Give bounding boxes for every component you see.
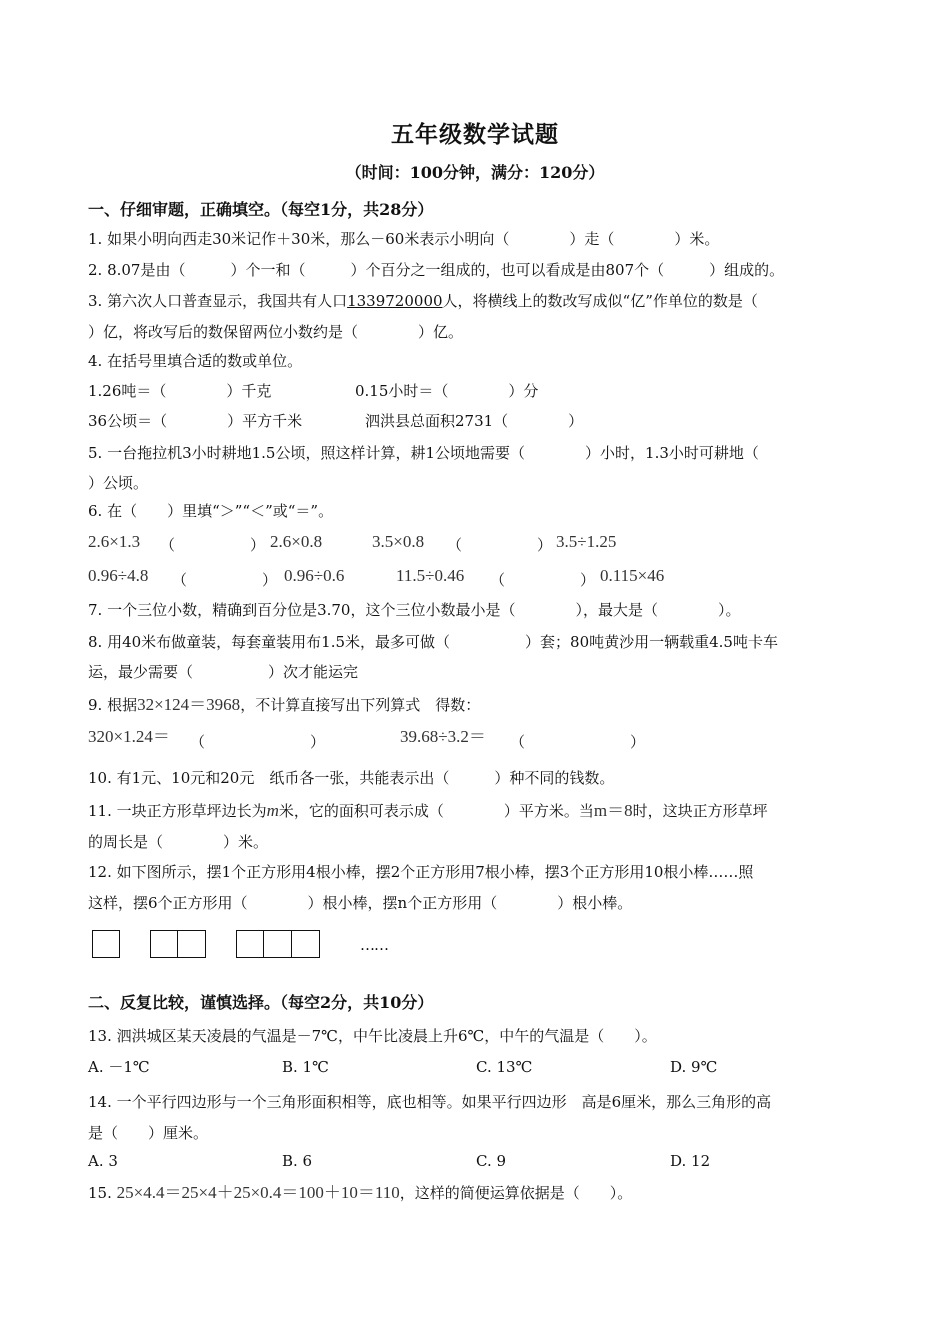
q13-option-b: B. 1℃ — [282, 1058, 329, 1076]
question-15-text: ，这样的简便运算依据是（ ）。 — [399, 1184, 633, 1202]
population-number: 1339720000 — [347, 292, 443, 310]
expression-2: 39.68÷3.2＝ — [400, 727, 486, 746]
question-3-text-b: 人，将横线上的数改写成似“亿”作单位的数是（ — [442, 292, 758, 310]
question-15-number: 15. — [88, 1184, 112, 1202]
expression-1: 320×1.24＝ — [88, 727, 170, 746]
question-4-item-1: 1.26吨＝（ ）千克 — [88, 382, 272, 400]
question-4-item-4: 泗洪县总面积2731（ ） — [365, 412, 584, 430]
compare-right-1: 2.6×0.8 — [270, 532, 323, 551]
variable-m: m — [266, 801, 279, 820]
one-square-figure — [92, 930, 120, 960]
question-2: 2. 8.07是由（ ）个一和（ ）个百分之一组成的，也可以看成是由807个（ ）组成的。 — [88, 261, 785, 279]
question-10: 10. 有1元、10元和20元 纸币各一张，共能表示出（ ）种不同的钱数。 — [88, 769, 615, 787]
compare-left-3: 0.96÷4.8 — [88, 566, 149, 585]
question-4-item-3: 36公顷＝（ ）平方千米 — [88, 412, 303, 430]
compare-left-2: 3.5×0.8 — [372, 532, 425, 551]
question-11-line-2: 的周长是（ ）米。 — [88, 833, 269, 851]
question-3 — [88, 291, 758, 311]
compare-left-1: 2.6×1.3 — [88, 532, 141, 551]
q14-option-c: C. 9 — [476, 1152, 507, 1170]
compare-right-3: 0.96÷0.6 — [284, 566, 345, 585]
question-12: 12. 如下图所示，摆1个正方形用4根小棒，摆2个正方形用7根小棒，摆3个正方形用10根小棒……照 — [88, 863, 754, 881]
question-11-text-b: 米，它的面积可表示成（ ）平方米。当 — [278, 802, 594, 820]
square — [264, 930, 292, 958]
question-1: 1. 如果小明向西走30米记作＋30米，那么－60米表示小明向（ ）走（ ）米。 — [88, 230, 720, 248]
q14-option-a: A. 3 — [88, 1152, 118, 1170]
question-11-text-a: 11. 一块正方形草坪边长为 — [88, 802, 267, 820]
question-11-text-c: 时，这块正方形草坪 — [632, 802, 768, 820]
question-5-line-2: ）公顷。 — [88, 474, 149, 492]
question-3-text-a: 3. 第六次人口普查显示，我国共有人口 — [88, 292, 348, 310]
section-2-heading: 二、反复比较，谨慎选择。（每空2分，共10分） — [88, 993, 434, 1012]
q13-option-a: A. －1℃ — [88, 1058, 150, 1076]
section-1-heading: 一、仔细审题，正确填空。（每空1分，共28分） — [88, 200, 434, 219]
question-6: 6. 在（ ）里填“＞”“＜”或“＝”。 — [88, 502, 334, 520]
square — [92, 930, 120, 958]
compare-right-2: 3.5÷1.25 — [556, 532, 617, 551]
question-4: 4. 在括号里填合适的数或单位。 — [88, 352, 303, 370]
compare-blank-1: （ ） — [160, 536, 266, 554]
question-4-item-2: 0.15小时＝（ ）分 — [355, 382, 539, 400]
square — [236, 930, 264, 958]
square — [292, 930, 320, 958]
two-squares-figure — [150, 930, 206, 960]
compare-blank-4: （ ） — [490, 571, 596, 589]
question-13: 13. 泗洪城区某天凌晨的气温是－7℃，中午比凌晨上升6℃，中午的气温是（ ）。 — [88, 1027, 657, 1045]
answer-blank-2: （ ） — [510, 733, 646, 751]
question-15 — [88, 1183, 632, 1203]
question-14: 14. 一个平行四边形与一个三角形面积相等，底也相等。如果平行四边形 高是6厘米，那么三角形的高 — [88, 1093, 772, 1111]
page-title: 五年级数学试题 — [391, 121, 559, 148]
q14-option-d: D. 12 — [670, 1152, 711, 1170]
answer-blank-1: （ ） — [190, 733, 326, 751]
question-9 — [88, 695, 480, 715]
question-14-line-2: 是（ ）厘米。 — [88, 1124, 209, 1142]
exam-info: （时间：100分钟，满分：120分） — [345, 163, 605, 182]
question-8-line-2: 运，最少需要（ ）次才能运完 — [88, 663, 359, 681]
compare-left-4: 11.5÷0.46 — [396, 566, 465, 585]
compare-blank-2: （ ） — [447, 536, 553, 554]
question-5: 5. 一台拖拉机3小时耕地1.5公顷，照这样计算，耕1公顷地需要（ ）小时，1.3小时可耕地（ — [88, 444, 759, 462]
three-squares-figure — [236, 930, 320, 960]
q13-option-d: D. 9℃ — [670, 1058, 718, 1076]
pattern-continuation: …… — [360, 936, 388, 954]
question-12-line-2: 这样，摆6个正方形用（ ）根小棒，摆n个正方形用（ ）根小棒。 — [88, 894, 633, 912]
square — [178, 930, 206, 958]
question-11 — [88, 801, 768, 821]
compare-right-4: 0.115×46 — [600, 566, 665, 585]
q13-option-c: C. 13℃ — [476, 1058, 533, 1076]
question-9-text-b: ，不计算直接写出下列算式 得数： — [240, 696, 481, 714]
question-9-text-a: 9. 根据 — [88, 696, 138, 714]
question-8: 8. 用40米布做童装，每套童装用布1.5米，最多可做（ ）套；80吨黄沙用一辆载重4.5吨卡车 — [88, 633, 778, 651]
given-equation: 32×124＝3968 — [137, 695, 241, 714]
compare-blank-3: （ ） — [172, 571, 278, 589]
question-3-line-2: ）亿，将改写后的数保留两位小数约是（ ）亿。 — [88, 323, 464, 341]
simplified-calculation: 25×4.4＝25×4＋25×0.4＝100＋10＝110 — [116, 1183, 400, 1202]
q14-option-b: B. 6 — [282, 1152, 313, 1170]
m-equals-8: m＝8 — [593, 801, 633, 820]
question-7: 7. 一个三位小数，精确到百分位是3.70，这个三位小数最小是（ ），最大是（ ）。 — [88, 601, 741, 619]
square — [150, 930, 178, 958]
